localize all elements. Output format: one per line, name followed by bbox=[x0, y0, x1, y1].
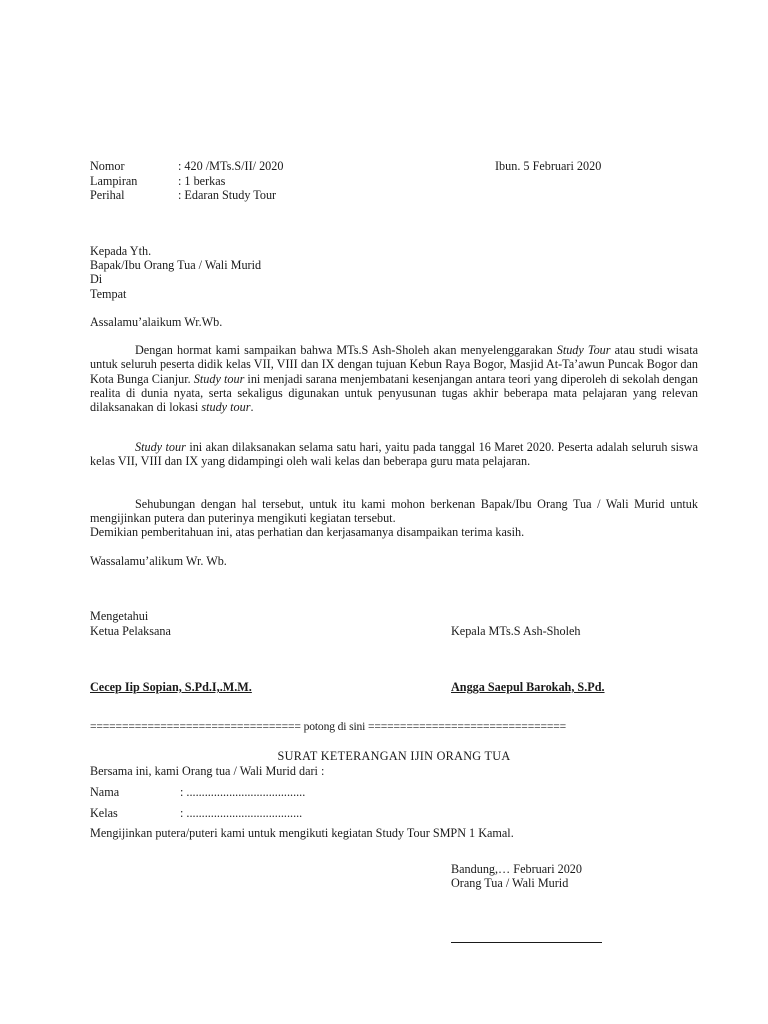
body-paragraph-3 bbox=[90, 497, 698, 526]
nomor-label: Nomor bbox=[90, 159, 125, 173]
body-paragraph-4: Demikian pemberitahuan ini, atas perhatian dan kerjasamanya disampaikan terima kasih. bbox=[90, 525, 525, 539]
left-signer-name: Cecep Iip Sopian, S.Pd.I,.M.M. bbox=[90, 680, 252, 694]
right-signer-title: Kepala MTs.S Ash-Sholeh bbox=[451, 624, 581, 638]
recipient-line: Tempat bbox=[90, 287, 127, 301]
perihal-value: : Edaran Study Tour bbox=[178, 188, 277, 202]
nama-label: Nama bbox=[90, 785, 120, 799]
text-run-italic: Study Tour bbox=[556, 343, 611, 357]
right-signer-name: Angga Saepul Barokah, S.Pd. bbox=[451, 680, 605, 694]
slip-statement: Mengijinkan putera/puteri kami untuk mengikuti kegiatan Study Tour SMPN 1 Kamal. bbox=[90, 826, 514, 840]
letter-date: Ibun. 5 Februari 2020 bbox=[495, 159, 602, 173]
slip-signer: Orang Tua / Wali Murid bbox=[451, 876, 569, 890]
text-run-italic: Study tour bbox=[193, 371, 245, 386]
text-run: ini menjadi sarana menjembatani kesenjangan antara teori yang diperoleh di sekolah dengan realita di dunia nyata, serta sekaligus digunakan untuk penyusunan tugas akhir beberapa mata pelajaran yang relevan dilaksanakan di lokasi bbox=[90, 371, 698, 415]
kelas-label: Kelas bbox=[90, 806, 118, 820]
text-run: ini akan dilaksanakan selama satu hari, yaitu pada tanggal 16 Maret 2020. Peserta adalah seluruh siswa kelas VII, VIII dan IX yang didampingi oleh wali kelas dan beberapa guru mata pelajaran. bbox=[90, 440, 698, 469]
kelas-field[interactable]: : ...................................... bbox=[180, 806, 303, 820]
mengetahui-label: Mengetahui bbox=[90, 609, 149, 623]
nomor-value: : 420 /MTs.S/II/ 2020 bbox=[178, 159, 284, 173]
perihal-label: Perihal bbox=[90, 188, 125, 202]
lampiran-value: : 1 berkas bbox=[178, 174, 226, 188]
slip-intro: Bersama ini, kami Orang tua / Wali Murid dari : bbox=[90, 764, 325, 778]
recipient-line: Bapak/Ibu Orang Tua / Wali Murid bbox=[90, 258, 262, 272]
text-run-italic: Study tour bbox=[135, 440, 186, 454]
text-run-italic: study tour bbox=[201, 400, 251, 415]
body-paragraph-2 bbox=[90, 440, 698, 469]
body-paragraph-1 bbox=[90, 343, 698, 414]
recipient-line: Di bbox=[90, 272, 103, 286]
nama-field[interactable]: : ....................................... bbox=[180, 785, 306, 799]
left-signer-title: Ketua Pelaksana bbox=[90, 624, 171, 638]
lampiran-label: Lampiran bbox=[90, 174, 138, 188]
closing: Wassalamu’alikum Wr. Wb. bbox=[90, 554, 227, 568]
slip-title: SURAT KETERANGAN IJIN ORANG TUA bbox=[277, 749, 511, 763]
text-run: . bbox=[250, 400, 254, 415]
signature-line[interactable] bbox=[451, 942, 602, 943]
text-run: atau studi wisata untuk seluruh peserta didik kelas VII, VIII dan IX dengan tujuan Kebun Raya Bogor, Masjid At-Ta’awun Puncak Bogor dan Kota Bunga Cianjur. bbox=[90, 343, 699, 386]
cut-line: ================================= potong di sini =============================== bbox=[90, 720, 567, 733]
text-run: Sehubungan dengan hal tersebut, untuk itu kami mohon berkenan Bapak/Ibu Orang Tua / Wali Murid untuk mengijinkan putera dan puterinya mengikuti kegiatan tersebut. bbox=[90, 497, 698, 526]
slip-place-date: Bandung,… Februari 2020 bbox=[451, 862, 582, 876]
text-run: Dengan hormat kami sampaikan bahwa MTs.S Ash-Sholeh akan menyelenggarakan bbox=[135, 343, 557, 357]
greeting: Assalamu’alaikum Wr.Wb. bbox=[90, 315, 223, 329]
recipient-line: Kepada Yth. bbox=[90, 244, 152, 258]
